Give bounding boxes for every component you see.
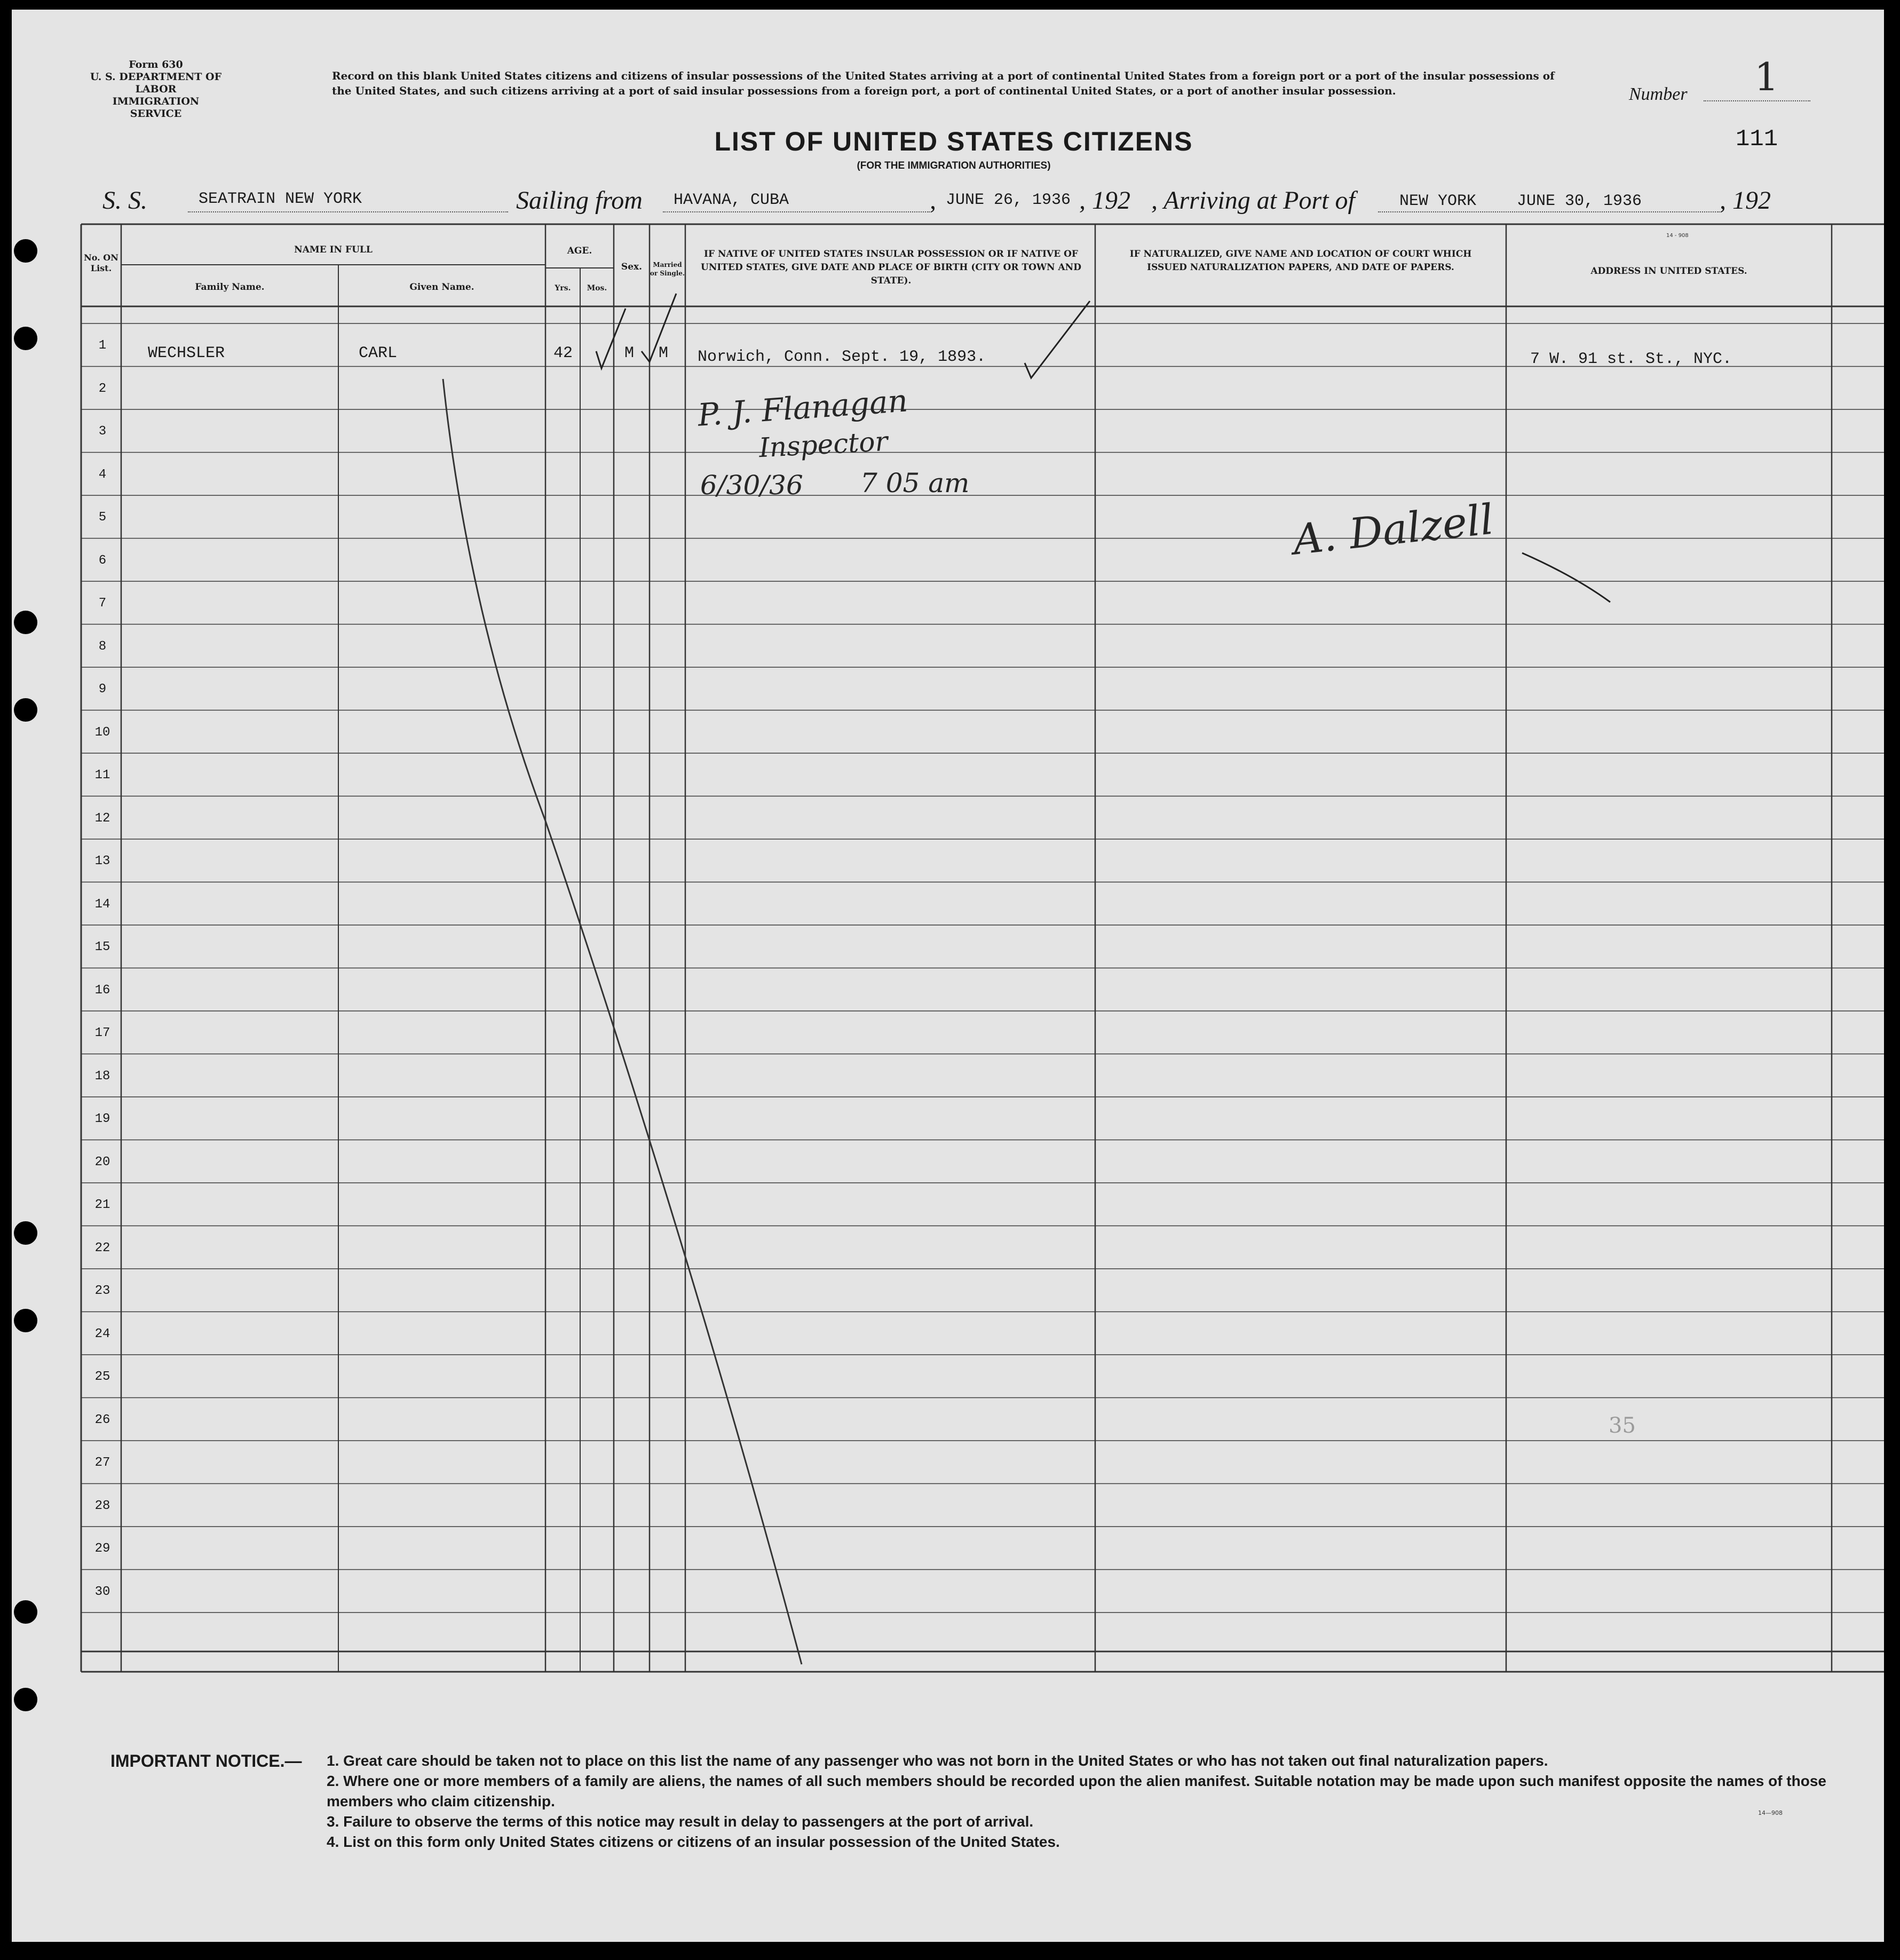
row-number: 1 (98, 338, 107, 353)
row-1-address: 7 W. 91 st. St., NYC. (1530, 350, 1732, 368)
row-number: 17 (94, 1026, 110, 1040)
row-number: 19 (94, 1112, 110, 1126)
form-number: Form 630 (129, 59, 183, 70)
row-number: 11 (94, 768, 110, 783)
sailing-port: HAVANA, CUBA (674, 191, 789, 209)
faint-number-mark: 35 (1609, 1413, 1636, 1438)
arriving-label: , Arriving at Port of (1151, 186, 1355, 215)
row-number: 15 (94, 940, 110, 954)
stamp-number: 111 (1736, 126, 1778, 153)
row-number: 22 (94, 1240, 110, 1255)
col-header-no: No. ON List. (84, 252, 118, 273)
printer-code-top: 14 - 908 (1666, 233, 1689, 239)
page-title: LIST OF UNITED STATES CITIZENS (714, 127, 1193, 156)
binder-hole (14, 1688, 37, 1711)
binder-hole (14, 1221, 37, 1245)
row-number: 27 (94, 1456, 110, 1470)
page-subtitle: (FOR THE IMMIGRATION AUTHORITIES) (857, 160, 1051, 171)
ship-name: SEATRAIN NEW YORK (199, 190, 362, 208)
row-number: 3 (98, 424, 107, 439)
row-number: 10 (94, 725, 110, 740)
row-number: 2 (98, 381, 107, 396)
notice-list (327, 1751, 1853, 1852)
row-number: 6 (98, 553, 107, 568)
ledger-grid (12, 10, 1884, 1942)
notice-item-2: 2. Where one or more members of a family are aliens, the names of all such members should be recorded upon the alien manifest. Suitable notation may be made upon such manifest opposite the names of those members who claim citizenship. (327, 1773, 1826, 1809)
row-number: 23 (94, 1284, 110, 1298)
row-number: 30 (94, 1584, 110, 1599)
row-number: 25 (94, 1370, 110, 1384)
row-number: 5 (98, 510, 107, 525)
row-number: 16 (94, 983, 110, 998)
col-header-sex: Sex. (621, 262, 643, 272)
row-number: 14 (94, 897, 110, 912)
service-name: IMMIGRATION SERVICE (112, 96, 200, 120)
instruction-text: Record on this blank United States citizens and citizens of insular possessions of the United States arriving at a port of continental United States from a foreign port or a port of the insular possessions of the United States, and such citizens arriving at a port of said insular possessions from a foreign port, a port of continental United States, or a port of another insular possession. (332, 69, 1555, 97)
col-header-given-name: Given Name. (409, 282, 474, 293)
row-1-marital-status: M (659, 344, 669, 362)
row-1-given-name: CARL (359, 344, 398, 362)
printer-code-bottom: 14—908 (1758, 1809, 1783, 1816)
row-number: 28 (94, 1498, 110, 1513)
row-number: 4 (98, 467, 107, 482)
col-header-married: Married or Single. (650, 261, 685, 277)
col-header-age: AGE. (567, 246, 592, 256)
row-number: 12 (94, 811, 110, 826)
number-label: Number (1629, 84, 1688, 104)
sailing-date: JUNE 26, 1936 (946, 191, 1071, 209)
inspection-time: 7 05 am (860, 468, 970, 499)
sailing-label: Sailing from (516, 186, 643, 215)
sailing-year-suffix: , 192 (1079, 186, 1130, 215)
inspection-date: 6/30/36 (700, 470, 803, 501)
col-header-name-in-full: NAME IN FULL (294, 244, 373, 255)
col-header-address: ADDRESS IN UNITED STATES. (1590, 266, 1747, 276)
row-1-sex: M (624, 344, 635, 362)
notice-item-3: 3. Failure to observe the terms of this notice may result in delay to passengers at the port of arrival. (327, 1813, 1034, 1830)
sailing-comma: , (930, 186, 936, 215)
binder-hole (14, 611, 37, 634)
row-number: 29 (94, 1542, 110, 1556)
notice-item-1: 1. Great care should be taken not to place on this list the name of any passenger who was not born in the United States or who has not taken out final naturalization papers. (327, 1752, 1548, 1769)
row-number: 26 (94, 1412, 110, 1427)
col-header-yrs: Yrs. (555, 284, 571, 293)
binder-hole (14, 1600, 37, 1624)
binder-hole (14, 239, 37, 263)
col-header-mos: Mos. (587, 284, 607, 293)
notice-heading: IMPORTANT NOTICE.— (110, 1751, 302, 1771)
row-number: 21 (94, 1198, 110, 1212)
col-header-birth: IF NATIVE OF UNITED STATES INSULAR POSSESSION OR IF NATIVE OF UNITED STATES, GIVE DATE AND PLACE OF BIRTH (CITY OR TOWN AND STATE). (701, 249, 1081, 286)
diagonal-pen-stroke (443, 379, 802, 1664)
manifest-sheet (12, 10, 1884, 1942)
col-header-family-name: Family Name. (195, 282, 265, 293)
row-1-birth-place-date: Norwich, Conn. Sept. 19, 1893. (698, 348, 986, 366)
row-1-age-years: 42 (553, 344, 573, 362)
row-number: 20 (94, 1155, 110, 1169)
row-1-family-name: WECHSLER (148, 344, 225, 362)
notice-item-4: 4. List on this form only United States citizens or citizens of an insular possession of the United States. (327, 1833, 1060, 1850)
number-value: 1 (1754, 54, 1779, 99)
ss-label: S. S. (102, 186, 147, 215)
row-number: 9 (98, 682, 107, 697)
official-signature: A. Dalzell (1291, 495, 1496, 565)
row-number: 13 (94, 854, 110, 868)
binder-hole (14, 698, 37, 722)
inspector-signature: P. J. Flanagan (696, 382, 909, 433)
row-number: 8 (98, 639, 107, 654)
arriving-date: JUNE 30, 1936 (1517, 192, 1642, 210)
inspector-title: Inspector (758, 425, 889, 464)
department-name: U. S. DEPARTMENT OF LABOR (90, 71, 222, 95)
age-check-mark (596, 309, 626, 368)
row-number: 18 (94, 1069, 110, 1084)
row-number: 24 (94, 1326, 110, 1341)
arriving-port: NEW YORK (1399, 192, 1477, 210)
arriving-year-suffix: , 192 (1720, 186, 1771, 215)
binder-hole (14, 1309, 37, 1332)
row-number: 7 (98, 596, 107, 611)
binder-hole (14, 327, 37, 350)
col-header-naturalized: IF NATURALIZED, GIVE NAME AND LOCATION OF COURT WHICH ISSUED NATURALIZATION PAPERS, AND DATE OF PAPERS. (1129, 249, 1472, 273)
